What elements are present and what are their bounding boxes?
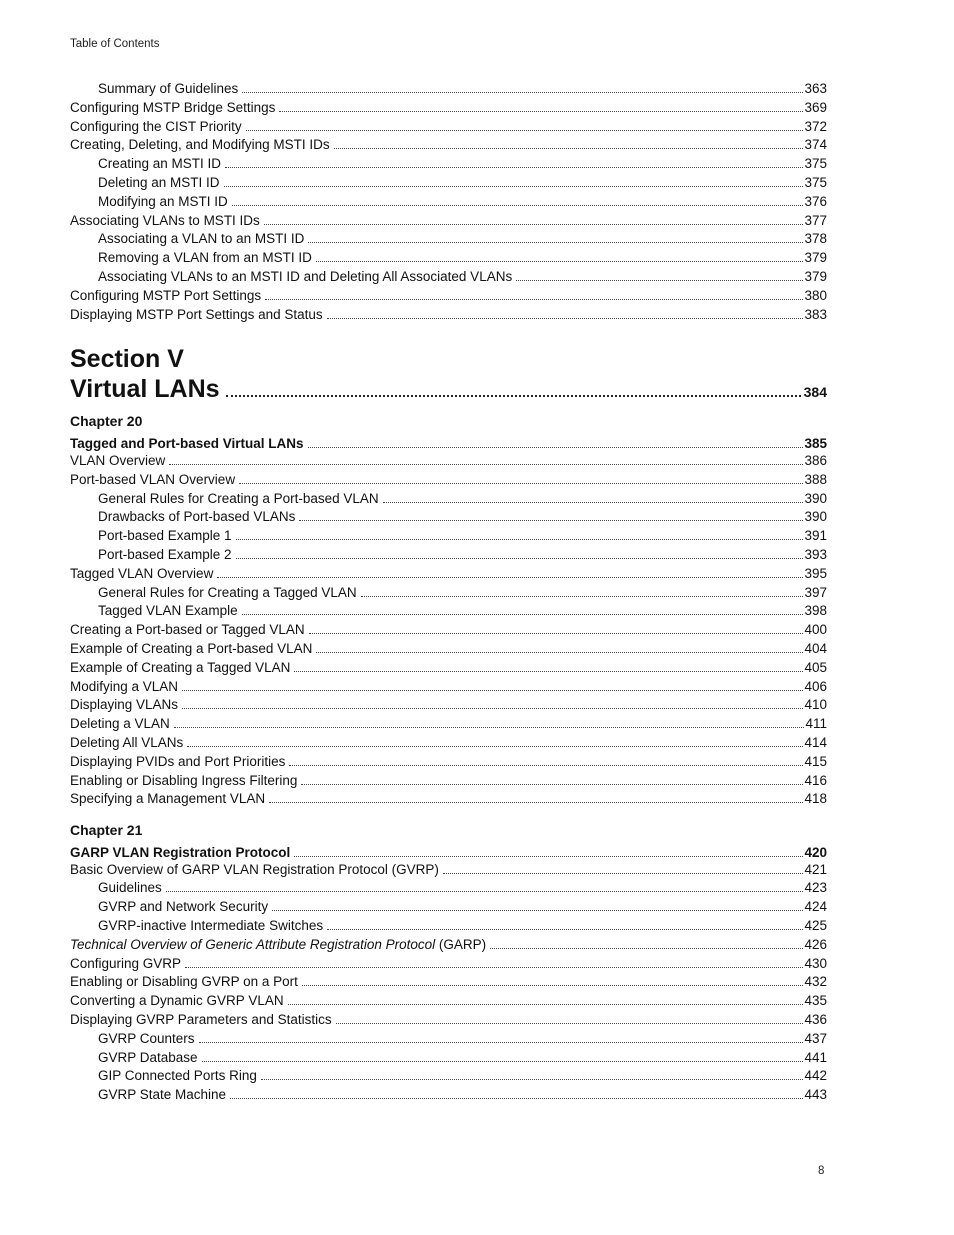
toc-page-number: 426	[804, 936, 827, 952]
dot-leader	[301, 784, 803, 785]
dot-leader	[316, 652, 803, 653]
toc-entry-title: Port-based VLAN Overview	[70, 471, 236, 487]
toc-page-number: 390	[804, 509, 827, 525]
toc-entry-label	[70, 678, 182, 696]
toc-entry-label	[98, 1030, 199, 1048]
dot-leader	[272, 910, 803, 911]
toc-entry-label	[70, 753, 289, 771]
toc-entry-title: Deleting an MSTI ID	[98, 175, 220, 190]
toc-entry-label	[70, 287, 265, 305]
toc-entry[interactable]	[70, 1030, 827, 1048]
dot-leader	[187, 746, 803, 747]
toc-entry-title: Displaying VLANs	[70, 697, 179, 713]
section-heading: Section V	[70, 345, 184, 373]
toc-page-number: 423	[804, 880, 827, 896]
toc-entry[interactable]	[70, 734, 827, 752]
toc-page-number: 395	[804, 565, 827, 581]
toc-entry-label	[70, 772, 301, 790]
dot-leader	[236, 539, 804, 540]
dot-leader	[443, 873, 804, 874]
toc-entry-label	[98, 174, 224, 192]
toc-entry[interactable]	[70, 287, 827, 305]
toc-entry[interactable]	[70, 917, 827, 935]
toc-entry-title: Displaying PVIDs and Port Priorities	[70, 753, 286, 769]
toc-page-number: 415	[804, 753, 827, 769]
toc-entry-title: Technical Overview of Generic Attribute Registration Protocol	[70, 936, 436, 952]
dot-leader	[224, 186, 804, 187]
toc-entry-title: GARP VLAN Registration Protocol	[70, 845, 291, 860]
toc-entry[interactable]	[70, 696, 827, 714]
toc-entry[interactable]	[70, 955, 827, 973]
dot-leader	[246, 130, 804, 131]
section-entry[interactable]	[70, 374, 827, 404]
toc-page-number: 374	[804, 137, 827, 153]
dot-leader	[516, 280, 803, 281]
toc-page-number: 376	[804, 193, 827, 209]
dot-leader	[308, 447, 804, 448]
dot-leader	[288, 1004, 804, 1005]
dot-leader	[236, 558, 804, 559]
toc-entry-label	[98, 917, 327, 935]
toc-entry-label	[70, 621, 309, 639]
toc-entry[interactable]	[70, 527, 827, 545]
dot-leader	[232, 205, 804, 206]
toc-page-number: 388	[804, 471, 827, 487]
toc-entry-label	[98, 268, 516, 286]
toc-entry-title: General Rules for Creating a Port-based VLAN	[98, 490, 379, 506]
toc-entry-label	[70, 471, 239, 489]
toc-page-number: 420	[804, 845, 827, 860]
toc-entry-title: Configuring MSTP Bridge Settings	[70, 99, 276, 115]
toc-entry-label	[70, 696, 182, 714]
toc-page-number: 397	[804, 584, 827, 600]
toc-entry-title: GVRP-inactive Intermediate Switches	[98, 917, 324, 933]
toc-page-number: 390	[804, 490, 827, 506]
dot-leader	[230, 1098, 803, 1099]
toc-page-number: 379	[804, 269, 827, 284]
toc-entry[interactable]	[70, 678, 827, 696]
toc-entry[interactable]	[70, 772, 827, 790]
toc-entry[interactable]	[70, 936, 827, 954]
toc-page-number: 369	[804, 99, 827, 115]
toc-page-number: 443	[804, 1087, 827, 1103]
toc-page-number: 435	[804, 993, 827, 1009]
toc-entry-label	[98, 602, 242, 620]
toc-entry-title: Creating a Port-based or Tagged VLAN	[70, 622, 305, 638]
dot-leader	[289, 765, 803, 766]
toc-page-number: 442	[804, 1068, 827, 1084]
toc-entry[interactable]	[70, 118, 827, 136]
toc-entry[interactable]	[70, 249, 827, 267]
dot-leader	[242, 614, 804, 615]
toc-entry-label	[98, 80, 242, 98]
section-page-number: 384	[803, 384, 827, 400]
toc-entry-title: GVRP Counters	[98, 1030, 195, 1046]
dot-leader	[182, 708, 803, 709]
toc-page-number: 398	[804, 603, 827, 619]
toc-entry[interactable]	[70, 640, 827, 658]
page-number: 8	[818, 1165, 825, 1177]
section-title: Virtual LANs	[70, 375, 220, 403]
dot-leader	[182, 690, 803, 691]
toc-entry-label	[98, 508, 299, 526]
toc-entry-title: GVRP Database	[98, 1049, 198, 1065]
toc-page-number: 400	[804, 622, 827, 638]
toc-entry[interactable]	[70, 715, 827, 733]
toc-entry[interactable]	[70, 1086, 827, 1104]
dot-leader	[261, 1079, 804, 1080]
toc-page-number: 380	[804, 287, 827, 303]
toc-entry-title: GVRP State Machine	[98, 1087, 227, 1103]
toc-page-number: 385	[804, 436, 827, 451]
dot-leader	[169, 464, 803, 465]
toc-entry-title: GIP Connected Ports Ring	[98, 1068, 257, 1084]
dot-leader	[174, 727, 805, 728]
dot-leader	[199, 1042, 804, 1043]
dot-leader	[265, 299, 803, 300]
toc-page-number: 430	[804, 955, 827, 971]
toc-page-number: 391	[804, 528, 827, 544]
toc-entry-label	[98, 1067, 261, 1085]
chapter-title-entry[interactable]	[70, 435, 827, 453]
dot-leader	[308, 242, 803, 243]
toc-entry[interactable]	[70, 546, 827, 564]
chapter-21-label: Chapter 21	[70, 822, 143, 838]
dot-leader	[242, 92, 803, 93]
toc-entry-label	[70, 565, 217, 583]
toc-entry[interactable]	[70, 99, 827, 117]
toc-page-number: 441	[804, 1049, 827, 1065]
toc-entry-title: Converting a Dynamic GVRP VLAN	[70, 993, 284, 1009]
toc-entry[interactable]	[70, 1049, 827, 1067]
toc-entry-title: Specifying a Management VLAN	[70, 791, 266, 807]
toc-page-number: 383	[804, 306, 827, 322]
toc-page-number: 386	[804, 453, 827, 468]
toc-entry-label	[70, 659, 294, 677]
toc-page-number: 416	[804, 772, 827, 788]
dot-leader	[316, 261, 804, 262]
dot-leader	[309, 633, 804, 634]
toc-entry-title: Basic Overview of GARP VLAN Registration Protocol (GVRP)	[70, 861, 439, 877]
toc-entry-title: Summary of Guidelines	[98, 81, 239, 96]
toc-page-number: 375	[804, 175, 827, 190]
toc-entry[interactable]	[70, 861, 827, 879]
toc-entry-title: Deleting a VLAN	[70, 716, 170, 732]
dot-leader	[185, 967, 803, 968]
toc-page-number: 372	[804, 118, 827, 134]
toc-page-number: 377	[804, 212, 827, 228]
toc-entry-label	[70, 118, 246, 136]
dot-leader	[302, 985, 804, 986]
toc-entry-title: Modifying a VLAN	[70, 678, 179, 694]
toc-entry-title: Tagged VLAN Overview	[70, 565, 214, 581]
toc-entry[interactable]	[70, 659, 827, 677]
toc-entry-label	[70, 790, 269, 808]
dot-leader	[217, 577, 803, 578]
dot-leader	[294, 856, 803, 857]
toc-entry-label	[98, 584, 361, 602]
dot-leader	[294, 671, 803, 672]
toc-page-number: 378	[804, 231, 827, 247]
toc-entry-label	[98, 230, 308, 248]
toc-entry-title: GVRP and Network Security	[98, 899, 269, 915]
toc-entry[interactable]	[70, 565, 827, 583]
toc-page-number: 375	[804, 156, 827, 172]
toc-entry[interactable]	[70, 621, 827, 639]
toc-entry-title: Modifying an MSTI ID	[98, 193, 228, 209]
toc-page-number: 418	[804, 791, 827, 807]
toc-entry-suffix: (GARP)	[435, 936, 487, 952]
toc-entry-label	[70, 452, 169, 470]
toc-entry[interactable]	[70, 602, 827, 620]
toc-entry[interactable]	[70, 1067, 827, 1085]
toc-entry-title: Tagged and Port-based Virtual LANs	[70, 436, 304, 451]
toc-entry-label	[98, 193, 232, 211]
toc-entry-label	[70, 992, 288, 1010]
dot-leader	[299, 520, 803, 521]
toc-entry-title: Example of Creating a Tagged VLAN	[70, 659, 291, 675]
toc-entry[interactable]	[70, 753, 827, 771]
toc-entry-title: Creating an MSTI ID	[98, 156, 222, 172]
toc-entry-title: Guidelines	[98, 880, 162, 896]
dot-leader	[334, 148, 804, 149]
toc-entry[interactable]	[70, 452, 827, 470]
toc-entry-title: Port-based Example 1	[98, 528, 232, 544]
toc-page-number: 410	[804, 697, 827, 713]
dot-leader	[202, 1061, 804, 1062]
toc-entry[interactable]	[70, 471, 827, 489]
toc-entry[interactable]	[70, 490, 827, 508]
toc-page-number: 432	[804, 974, 827, 990]
toc-entry-label	[70, 136, 334, 154]
toc-entry-title: Associating VLANs to MSTI IDs	[70, 212, 260, 228]
dot-leader	[361, 596, 804, 597]
toc-entry-title: Creating, Deleting, and Modifying MSTI IDs	[70, 137, 330, 153]
toc-entry-label	[70, 640, 316, 658]
toc-entry[interactable]	[70, 174, 827, 192]
toc-page-number: 421	[804, 861, 827, 877]
toc-entry[interactable]	[70, 212, 827, 230]
toc-entry[interactable]	[70, 790, 827, 808]
toc-entry-label	[70, 1011, 336, 1029]
toc-page-number: 411	[805, 716, 827, 732]
toc-entry[interactable]	[70, 1011, 827, 1029]
toc-entry[interactable]	[70, 584, 827, 602]
toc-page-number: 379	[804, 250, 827, 266]
dot-leader	[336, 1023, 804, 1024]
dot-leader	[166, 891, 804, 892]
toc-page-number: 437	[804, 1030, 827, 1046]
toc-entry-label	[98, 490, 383, 508]
toc-page-number: 406	[804, 678, 827, 694]
dot-leader	[226, 395, 801, 397]
toc-entry-label	[98, 879, 166, 897]
toc-entry-title: Displaying MSTP Port Settings and Status	[70, 306, 323, 322]
toc-entry-label	[70, 936, 490, 954]
toc-entry[interactable]	[70, 136, 827, 154]
toc-entry-label	[70, 844, 294, 862]
dot-leader	[490, 948, 803, 949]
chapter-20-label: Chapter 20	[70, 413, 143, 429]
toc-entry-label	[98, 155, 225, 173]
toc-entry[interactable]	[70, 306, 827, 324]
toc-entry-label	[98, 1086, 230, 1104]
toc-entry-title: Deleting All VLANs	[70, 735, 184, 750]
toc-entry-title: General Rules for Creating a Tagged VLAN	[98, 584, 357, 600]
dot-leader	[239, 483, 803, 484]
toc-entry[interactable]	[70, 898, 827, 916]
toc-entry-label	[70, 955, 185, 973]
toc-page-number: 363	[804, 81, 827, 96]
toc-entry-label	[98, 898, 272, 916]
toc-entry[interactable]	[70, 155, 827, 173]
dot-leader	[269, 802, 803, 803]
toc-entry-label	[70, 715, 174, 733]
toc-entry-title: Example of Creating a Port-based VLAN	[70, 641, 313, 656]
toc-page-number: 404	[804, 641, 827, 656]
toc-page-number: 436	[804, 1011, 827, 1027]
toc-page-number: 405	[804, 659, 827, 675]
toc-entry-title: Removing a VLAN from an MSTI ID	[98, 250, 312, 266]
toc-entry-title: Configuring the CIST Priority	[70, 118, 242, 134]
toc-entry[interactable]	[70, 80, 827, 98]
dot-leader	[327, 318, 804, 319]
dot-leader	[264, 224, 804, 225]
toc-entry-label	[98, 1049, 202, 1067]
toc-entry-title: Drawbacks of Port-based VLANs	[98, 509, 296, 525]
toc-entry-title: Enabling or Disabling Ingress Filtering	[70, 772, 298, 788]
dot-leader	[383, 502, 804, 503]
toc-entry[interactable]	[70, 973, 827, 991]
dot-leader	[327, 929, 803, 930]
toc-entry-title: Associating a VLAN to an MSTI ID	[98, 231, 305, 247]
toc-entry-title: Displaying GVRP Parameters and Statistics	[70, 1011, 332, 1027]
toc-page-number: 414	[804, 735, 827, 750]
toc-page-number: 424	[804, 899, 827, 915]
toc-page-number: 425	[804, 917, 827, 933]
dot-leader	[279, 111, 803, 112]
toc-entry[interactable]	[70, 992, 827, 1010]
toc-entry-label	[70, 306, 327, 324]
toc-entry[interactable]	[70, 508, 827, 526]
toc-entry-label	[70, 973, 302, 991]
toc-entry-label	[70, 861, 443, 879]
toc-entry-title: VLAN Overview	[70, 453, 166, 468]
toc-entry-title: Port-based Example 2	[98, 547, 232, 562]
toc-entry-label	[98, 527, 236, 545]
chapter-title-entry[interactable]	[70, 844, 827, 862]
running-head: Table of Contents	[70, 38, 160, 50]
toc-entry[interactable]	[70, 268, 827, 286]
toc-page-number: 393	[804, 547, 827, 562]
toc-entry-label	[70, 99, 279, 117]
toc-entry-label	[98, 249, 316, 267]
toc-entry-title: Associating VLANs to an MSTI ID and Deleting All Associated VLANs	[98, 269, 513, 284]
toc-entry-label	[98, 546, 236, 564]
toc-entry-title: Configuring MSTP Port Settings	[70, 287, 262, 303]
dot-leader	[225, 167, 803, 168]
toc-entry-title: Tagged VLAN Example	[98, 603, 238, 619]
toc-entry[interactable]	[70, 879, 827, 897]
toc-entry-label	[70, 212, 264, 230]
toc-entry-title: Configuring GVRP	[70, 955, 182, 971]
toc-entry-title: Enabling or Disabling GVRP on a Port	[70, 974, 298, 990]
toc-entry[interactable]	[70, 230, 827, 248]
toc-entry[interactable]	[70, 193, 827, 211]
toc-entry-label	[70, 734, 187, 752]
toc-entry-label	[70, 435, 308, 453]
